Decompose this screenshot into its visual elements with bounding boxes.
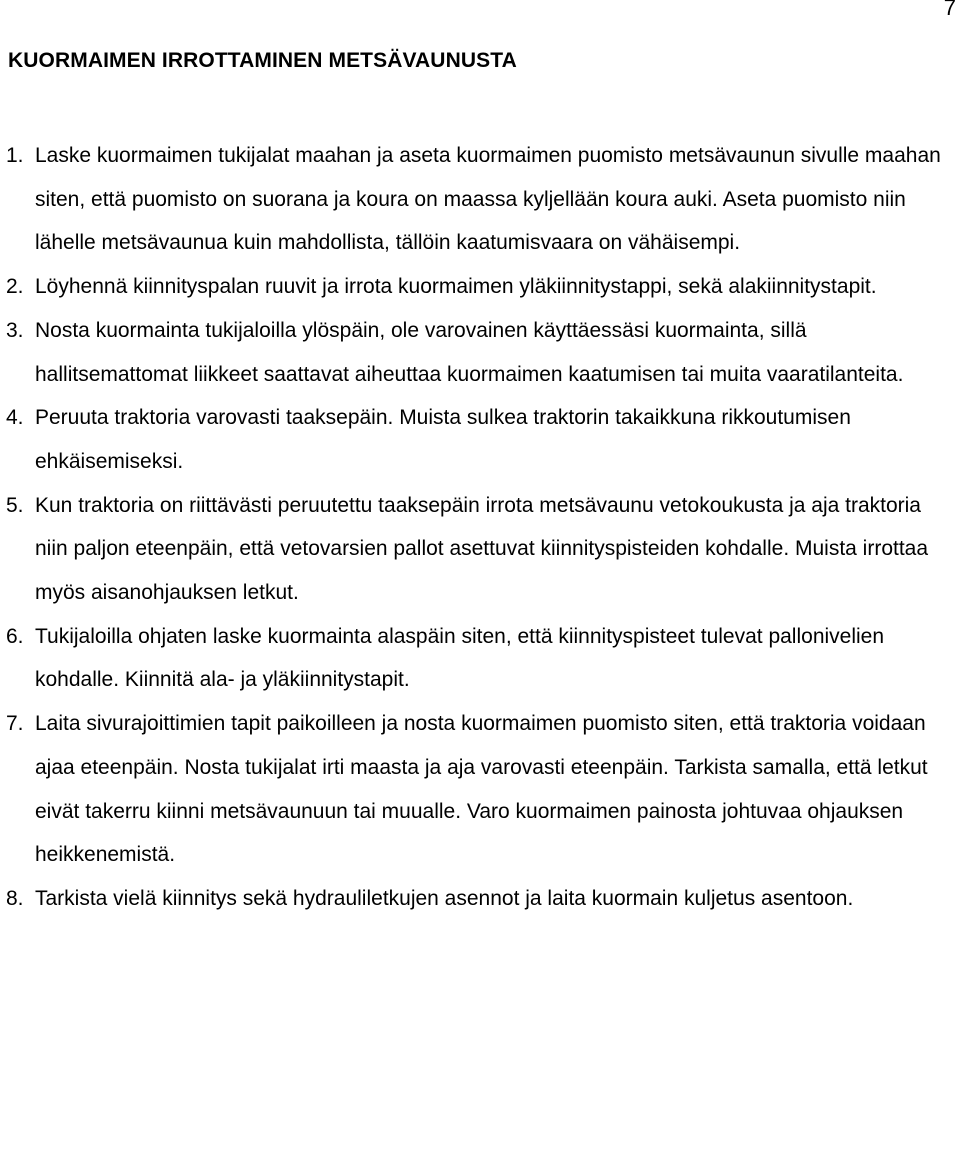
step-text: Nosta kuormainta tukijaloilla ylöspäin, ole varovainen käyttäessäsi kuormainta, sillä hallitsemattomat liikkeet saattavat aiheuttaa kuormaimen kaatumisen tai muita vaaratilanteita. xyxy=(35,318,904,386)
step-text: Tukijaloilla ohjaten laske kuormainta alaspäin siten, että kiinnityspisteet tulevat pallonivelien kohdalle. Kiinnitä ala- ja yläkiinnitystapit. xyxy=(35,624,885,692)
step-number: 1. xyxy=(6,144,24,167)
step-8 xyxy=(0,877,960,921)
step-3 xyxy=(0,309,960,396)
step-number: 4. xyxy=(6,406,24,430)
instruction-list xyxy=(0,134,960,921)
step-number: 8. xyxy=(6,886,24,910)
step-4 xyxy=(0,396,960,483)
step-text: Löyhennä kiinnityspalan ruuvit ja irrota kuormaimen yläkiinnitystappi, sekä alakiinnitystapit. xyxy=(35,275,877,299)
step-1 xyxy=(0,134,960,265)
step-number: 6. xyxy=(6,624,24,648)
step-text: Tarkista vielä kiinnitys sekä hydrauliletkujen asennot ja laita kuormain kuljetus asentoon. xyxy=(35,886,854,910)
step-number: 3. xyxy=(6,318,24,342)
step-number: 7. xyxy=(6,712,24,736)
step-text: Kun traktoria on riittävästi peruutettu taaksepäin irrota metsävaunu vetokoukusta ja aja traktoria niin paljon eteenpäin, että vetovarsien pallot asettuvat kiinnityspisteiden kohdalle. Muista irrottaa myös aisanohjauksen letkut. xyxy=(35,493,929,605)
step-text: Laske kuormaimen tukijalat maahan ja aseta kuormaimen puomisto metsävaunun sivulle maahan siten, että puomisto on suorana ja koura on maassa kyljellään koura auki. Aseta puomisto niin lähelle metsävaunua kuin mahdollista, tällöin kaatumisvaara on vähäisempi. xyxy=(35,144,941,255)
step-text: Laita sivurajoittimien tapit paikoilleen ja nosta kuormaimen puomisto siten, että traktoria voidaan ajaa eteenpäin. Nosta tukijalat irti maasta ja aja varovasti eteenpäin. Tarkista samalla, että letkut eivät takerru kiinni metsävaunuun tai muualle. Varo kuormaimen painosta johtuvaa ohjauksen heikkenemistä. xyxy=(35,712,928,867)
step-7 xyxy=(0,702,960,877)
step-number: 5. xyxy=(6,493,24,517)
document-title: KUORMAIMEN IRROTTAMINEN METSÄVAUNUSTA xyxy=(8,49,517,72)
step-2 xyxy=(0,265,960,309)
step-6 xyxy=(0,615,960,702)
step-number: 2. xyxy=(6,275,24,299)
page-number: 7 xyxy=(943,0,956,20)
step-text: Peruuta traktoria varovasti taaksepäin. Muista sulkea traktorin takaikkuna rikkoutumisen ehkäisemiseksi. xyxy=(35,406,851,473)
step-5 xyxy=(0,484,960,615)
